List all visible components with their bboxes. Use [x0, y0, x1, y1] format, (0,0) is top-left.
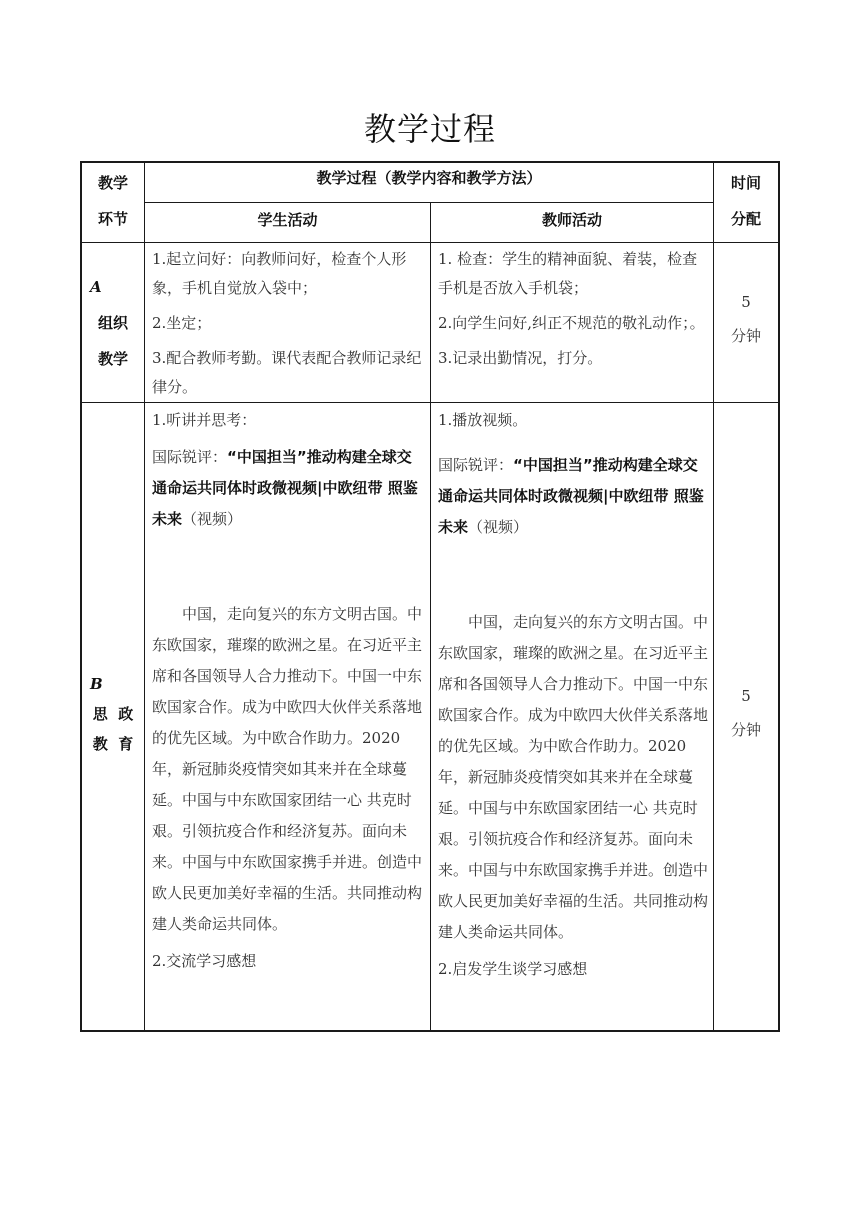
- row-a-time-number: 5: [741, 293, 751, 311]
- row-a-student-item-2: 2.坐定；: [152, 314, 212, 332]
- row-b-student: [152, 403, 424, 977]
- row-b-stage: [82, 669, 144, 759]
- row-b-student-video: [152, 442, 424, 535]
- divider-middle: [430, 202, 431, 1032]
- row-a-time-unit: 分钟: [730, 327, 761, 345]
- row-a-time: [714, 285, 778, 353]
- header-time: [714, 165, 778, 241]
- row-b-student-item-1: 1.听讲并思考：: [152, 411, 257, 429]
- page-title: 教学过程: [363, 110, 496, 148]
- header-student: 学生活动: [257, 211, 318, 229]
- divider-header: [80, 242, 780, 243]
- row-b-teacher-video-title: “中国担当”推动构建全球交通命运共同体时政微视频|中欧纽带 照鉴未来: [438, 456, 704, 536]
- header-stage-line2: 环节: [97, 210, 128, 228]
- row-a-teacher-item-3: 3.记录出勤情况，打分。: [438, 349, 603, 367]
- row-a-name-line2: 教学: [97, 350, 128, 368]
- row-b-name-line1: 思 政: [92, 705, 134, 723]
- header-stage-line1: 教学: [97, 174, 128, 192]
- row-a-student-item-1: 1.起立问好：向教师问好，检查个人形象，手机自觉放入袋中；: [152, 250, 407, 297]
- row-a-stage: [82, 269, 144, 377]
- row-b-teacher-video-prefix: 国际锐评：: [438, 456, 514, 474]
- table-border-right: [778, 161, 780, 1032]
- row-b-student-item-2: 2.交流学习感想: [152, 952, 257, 970]
- row-b-name-line2: 教 育: [92, 735, 134, 753]
- row-a-name-line1: 组织: [97, 314, 128, 332]
- row-b-teacher-item-1: 1.播放视频。: [438, 411, 528, 429]
- row-b-student-paragraph: 中国，走向复兴的东方文明古国。中东欧国家，璀璨的欧洲之星。在习近平主席和各国领导人合力推动下。中国一中东欧国家合作。成为中欧四大伙伴关系落地的优先区域。为中欧合作助力。2020年，新冠肺炎疫情突如其来并在全球蔓延。中国与中东欧国家团结一心 共克时艰。引领抗疫合作和经济复苏。面向未来。中国与中东欧国家携手并进。创造中欧人民更加美好幸福的生活。共同推动构建人类命运共同体。: [152, 605, 423, 933]
- header-stage: [82, 165, 144, 241]
- row-b-student-video-prefix: 国际锐评：: [152, 448, 228, 466]
- divider-stage: [144, 161, 145, 1032]
- row-b-time-number: 5: [741, 687, 751, 705]
- row-b-code: B: [90, 675, 103, 693]
- header-teacher: 教师活动: [541, 211, 602, 229]
- row-b-time-unit: 分钟: [730, 721, 761, 739]
- row-a-teacher-item-2: 2.向学生问好,纠正不规范的敬礼动作；。: [438, 314, 705, 332]
- row-b-teacher-item-2: 2.启发学生谈学习感想: [438, 960, 588, 978]
- header-time-line1: 时间: [730, 174, 761, 192]
- header-process: 教学过程（教学内容和教学方法）: [316, 169, 542, 187]
- row-b-teacher-video: [438, 450, 708, 543]
- header-time-line2: 分配: [730, 210, 761, 228]
- row-a-code: A: [90, 278, 102, 296]
- row-b-teacher: [438, 403, 708, 985]
- row-a-student: [152, 245, 424, 402]
- row-a-teacher: [438, 245, 708, 373]
- row-b-teacher-paragraph: 中国，走向复兴的东方文明古国。中东欧国家，璀璨的欧洲之星。在习近平主席和各国领导人合力推动下。中国一中东欧国家合作。成为中欧四大伙伴关系落地的优先区域。为中欧合作助力。2020年，新冠肺炎疫情突如其来并在全球蔓延。中国与中东欧国家团结一心 共克时艰。引领抗疫合作和经济复苏。面向未来。中国与中东欧国家携手并进。创造中欧人民更加美好幸福的生活。共同推动构建人类命运共同体。: [438, 613, 709, 941]
- row-b-student-video-title: “中国担当”推动构建全球交通命运共同体时政微视频|中欧纽带 照鉴未来: [152, 448, 418, 528]
- row-b-student-video-suffix: （视频）: [182, 510, 243, 528]
- row-a-student-item-3: 3.配合教师考勤。课代表配合教师记录纪律分。: [152, 349, 422, 396]
- row-b-teacher-video-suffix: （视频）: [468, 518, 529, 536]
- row-b-time: [714, 679, 778, 747]
- teaching-process-table: [80, 161, 780, 1032]
- row-a-teacher-item-1: 1. 检查：学生的精神面貌、着装，检查手机是否放入手机袋；: [438, 250, 698, 297]
